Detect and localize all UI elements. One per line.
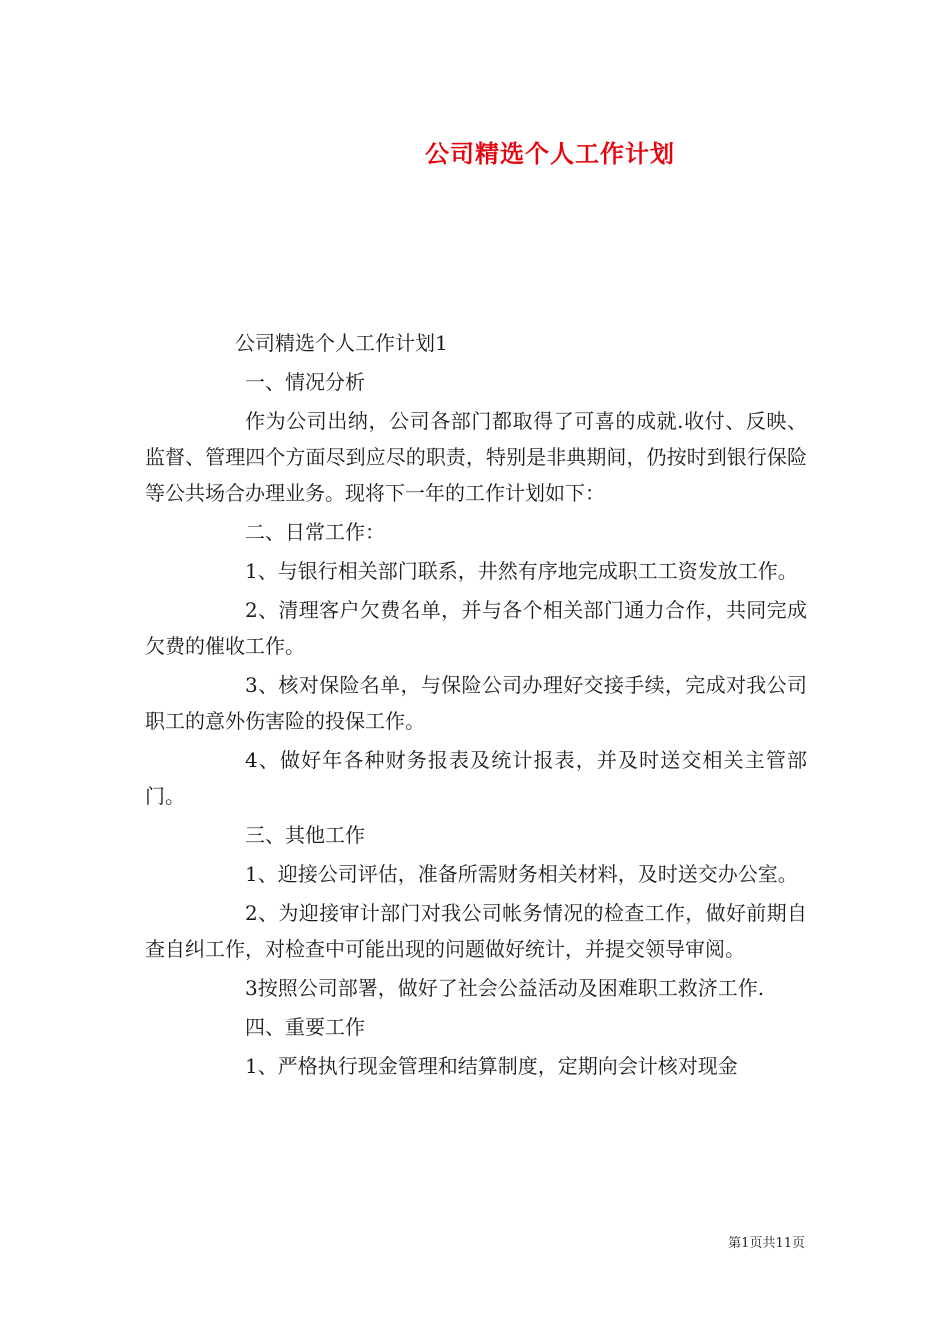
page-title: 公司精选个人工作计划: [425, 139, 675, 168]
list-item: 4、做好年各种财务报表及统计报表，并及时送交相关主管部门。: [145, 748, 807, 808]
page-number: 第1页共11页: [728, 1236, 805, 1251]
list-item: 2、清理客户欠费名单，并与各个相关部门通力合作，共同完成欠费的催收工作。: [145, 598, 807, 658]
heading-situation: 一、情况分析: [245, 370, 365, 394]
list-item: 1、严格执行现金管理和结算制度，定期向会计核对现金: [245, 1054, 738, 1078]
paragraph: 作为公司出纳，公司各部门都取得了可喜的成就.收付、反映、监督、管理四个方面尽到应尽的职责，特别是非典期间，仍按时到银行保险等公共场合办理业务。现将下一年的工作计划如下：: [145, 409, 807, 505]
heading-important-work: 四、重要工作: [245, 1015, 365, 1039]
heading-daily-work: 二、日常工作：: [245, 520, 385, 544]
list-item: 3按照公司部署，做好了社会公益活动及困难职工救济工作.: [245, 976, 765, 1000]
list-item: 3、核对保险名单，与保险公司办理好交接手续，完成对我公司职工的意外伤害险的投保工作。: [145, 673, 807, 733]
list-item: 1、迎接公司评估，准备所需财务相关材料，及时送交办公室。: [245, 862, 798, 886]
list-item: 2、为迎接审计部门对我公司帐务情况的检查工作，做好前期自查自纠工作，对检查中可能出现的问题做好统计，并提交领导审阅。: [145, 901, 807, 961]
heading-other-work: 三、其他工作: [245, 823, 365, 847]
document-body: [145, 325, 807, 1087]
section-title: 公司精选个人工作计划1: [235, 331, 448, 355]
list-item: 1、与银行相关部门联系，井然有序地完成职工工资发放工作。: [245, 559, 798, 583]
